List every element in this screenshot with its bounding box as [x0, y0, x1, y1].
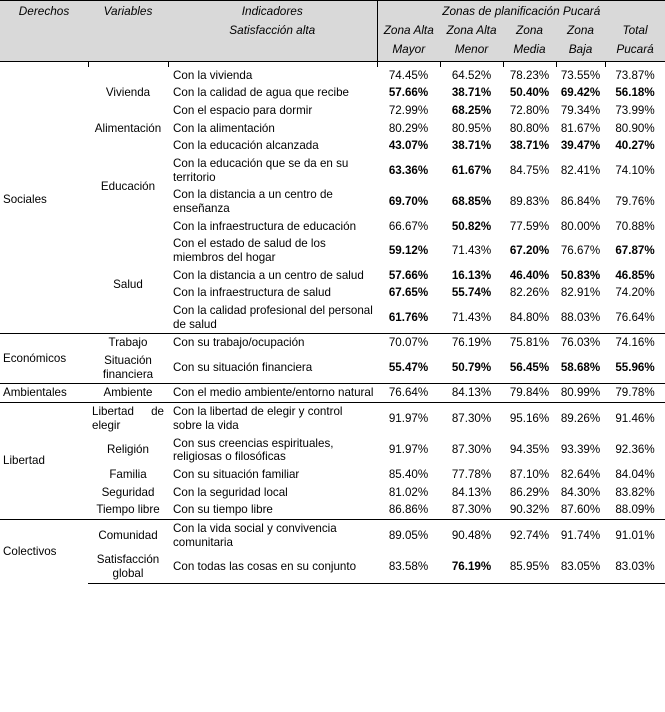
header-zona-baja-line2: Baja [556, 40, 605, 61]
cell-zona-alta-menor: 38.71% [440, 137, 503, 155]
cell-zona-alta-menor: 84.13% [440, 484, 503, 502]
cell-zona-alta-mayor: 57.66% [377, 84, 440, 102]
cell-zona-alta-mayor: 85.40% [377, 466, 440, 484]
cell-zona-alta-menor: 87.30% [440, 435, 503, 466]
cell-zona-alta-menor: 90.48% [440, 519, 503, 551]
cell-zona-media: 77.59% [503, 218, 556, 236]
cell-indicador: Con su situación financiera [168, 352, 377, 384]
cell-variable: Educación [88, 137, 168, 235]
cell-zona-alta-menor: 77.78% [440, 466, 503, 484]
header-indicadores-spacer [168, 40, 377, 61]
cell-zona-alta-menor: 76.19% [440, 334, 503, 352]
header-zona-alta-menor-line2: Menor [440, 40, 503, 61]
cell-indicador: Con la educación que se da en su territorio [168, 155, 377, 186]
cell-variable: Vivienda [88, 67, 168, 120]
table-row [0, 466, 665, 484]
cell-zona-alta-menor: 50.79% [440, 352, 503, 384]
cell-zona-alta-mayor: 69.70% [377, 186, 440, 217]
cell-indicador: Con el espacio para dormir [168, 102, 377, 120]
header-zona-media-line2: Media [503, 40, 556, 61]
cell-derecho: Ambientales [0, 384, 88, 403]
cell-derecho: Libertad [0, 403, 88, 520]
cell-zona-alta-mayor: 70.07% [377, 334, 440, 352]
cell-indicador: Con la vida social y convivencia comunitaria [168, 519, 377, 551]
cell-zona-media: 80.80% [503, 120, 556, 138]
cell-zona-media: 79.84% [503, 384, 556, 403]
cell-zona-baja: 80.99% [556, 384, 605, 403]
cell-zona-alta-mayor: 86.86% [377, 501, 440, 519]
cell-zona-media: 85.95% [503, 551, 556, 583]
cell-zona-baja: 39.47% [556, 137, 605, 155]
cell-zona-baja: 89.26% [556, 403, 605, 435]
cell-indicador: Con la distancia a un centro de enseñanza [168, 186, 377, 217]
cell-total-pucara: 76.64% [605, 302, 665, 334]
table-row [0, 137, 665, 155]
cell-zona-media: 87.10% [503, 466, 556, 484]
cell-total-pucara: 91.46% [605, 403, 665, 435]
cell-zona-alta-menor: 87.30% [440, 403, 503, 435]
table-body [0, 61, 665, 583]
cell-variable: Alimentación [88, 120, 168, 138]
cell-zona-media: 94.35% [503, 435, 556, 466]
cell-total-pucara: 74.10% [605, 155, 665, 186]
cell-zona-alta-menor: 87.30% [440, 501, 503, 519]
cell-zona-alta-mayor: 57.66% [377, 267, 440, 285]
cell-variable: Religión [88, 435, 168, 466]
cell-indicador: Con la libertad de elegir y control sobre la vida [168, 403, 377, 435]
cell-zona-baja: 83.05% [556, 551, 605, 583]
cell-zona-alta-mayor: 74.45% [377, 67, 440, 85]
cell-total-pucara: 92.36% [605, 435, 665, 466]
cell-indicador: Con la calidad de agua que recibe [168, 84, 377, 102]
cell-zona-alta-mayor: 83.58% [377, 551, 440, 583]
cell-zona-alta-menor: 68.85% [440, 186, 503, 217]
table-row [0, 235, 665, 266]
header-zonas-group: Zonas de planificación Pucará [377, 1, 665, 21]
table-row [0, 67, 665, 85]
cell-zona-alta-menor: 80.95% [440, 120, 503, 138]
cell-total-pucara: 74.20% [605, 284, 665, 302]
cell-zona-media: 67.20% [503, 235, 556, 266]
cell-total-pucara: 83.03% [605, 551, 665, 583]
cell-zona-alta-mayor: 43.07% [377, 137, 440, 155]
cell-indicador: Con la infraestructura de educación [168, 218, 377, 236]
cell-zona-alta-mayor: 81.02% [377, 484, 440, 502]
cell-zona-baja: 86.84% [556, 186, 605, 217]
table-row [0, 120, 665, 138]
table-row [0, 501, 665, 519]
cell-indicador: Con su trabajo/ocupación [168, 334, 377, 352]
cell-zona-alta-mayor: 76.64% [377, 384, 440, 403]
table-row [0, 484, 665, 502]
cell-zona-alta-mayor: 59.12% [377, 235, 440, 266]
cell-zona-alta-menor: 50.82% [440, 218, 503, 236]
cell-indicador: Con la infraestructura de salud [168, 284, 377, 302]
cell-zona-baja: 73.55% [556, 67, 605, 85]
cell-zona-alta-mayor: 89.05% [377, 519, 440, 551]
header-zona-alta-mayor-line2: Mayor [377, 40, 440, 61]
cell-zona-baja: 81.67% [556, 120, 605, 138]
cell-zona-alta-menor: 55.74% [440, 284, 503, 302]
cell-indicador: Con el estado de salud de los miembros del hogar [168, 235, 377, 266]
cell-total-pucara: 84.04% [605, 466, 665, 484]
cell-zona-baja: 91.74% [556, 519, 605, 551]
header-zona-media-line1: Zona [503, 21, 556, 40]
cell-zona-baja: 50.83% [556, 267, 605, 285]
cell-zona-alta-menor: 38.71% [440, 84, 503, 102]
cell-zona-alta-mayor: 67.65% [377, 284, 440, 302]
cell-derecho: Económicos [0, 334, 88, 384]
header-total-pucara-line1: Total [605, 21, 665, 40]
cell-zona-alta-menor: 64.52% [440, 67, 503, 85]
cell-total-pucara: 79.76% [605, 186, 665, 217]
cell-zona-baja: 82.91% [556, 284, 605, 302]
cell-zona-media: 75.81% [503, 334, 556, 352]
cell-total-pucara: 79.78% [605, 384, 665, 403]
cell-zona-alta-menor: 84.13% [440, 384, 503, 403]
cell-total-pucara: 55.96% [605, 352, 665, 384]
cell-zona-baja: 82.41% [556, 155, 605, 186]
cell-zona-media: 82.26% [503, 284, 556, 302]
cell-zona-alta-mayor: 91.97% [377, 403, 440, 435]
cell-zona-media: 95.16% [503, 403, 556, 435]
header-indicadores: Indicadores [168, 1, 377, 21]
cell-zona-baja: 69.42% [556, 84, 605, 102]
cell-zona-media: 38.71% [503, 137, 556, 155]
cell-zona-media: 84.75% [503, 155, 556, 186]
cell-zona-alta-menor: 16.13% [440, 267, 503, 285]
cell-zona-alta-mayor: 91.97% [377, 435, 440, 466]
cell-zona-alta-mayor: 63.36% [377, 155, 440, 186]
header-zona-alta-menor-line1: Zona Alta [440, 21, 503, 40]
cell-indicador: Con la alimentación [168, 120, 377, 138]
table-row [0, 551, 665, 583]
cell-zona-baja: 79.34% [556, 102, 605, 120]
cell-zona-media: 90.32% [503, 501, 556, 519]
cell-zona-alta-mayor: 80.29% [377, 120, 440, 138]
cell-total-pucara: 73.87% [605, 67, 665, 85]
cell-variable: Satisfacción global [88, 551, 168, 583]
cell-indicador: Con la seguridad local [168, 484, 377, 502]
cell-zona-media: 72.80% [503, 102, 556, 120]
header-total-pucara-line2: Pucará [605, 40, 665, 61]
cell-variable: Comunidad [88, 519, 168, 551]
cell-variable: Salud [88, 235, 168, 334]
cell-zona-media: 46.40% [503, 267, 556, 285]
cell-total-pucara: 88.09% [605, 501, 665, 519]
table-header [0, 1, 665, 62]
cell-zona-media: 78.23% [503, 67, 556, 85]
cell-indicador: Con su tiempo libre [168, 501, 377, 519]
table-row [0, 403, 665, 435]
cell-zona-alta-menor: 68.25% [440, 102, 503, 120]
cell-zona-alta-mayor: 55.47% [377, 352, 440, 384]
header-variables: Variables [88, 1, 168, 62]
cell-variable: Seguridad [88, 484, 168, 502]
header-row-primary [0, 1, 665, 21]
header-zona-baja-line1: Zona [556, 21, 605, 40]
cell-variable: Libertad de elegir [88, 403, 168, 435]
cell-variable: Tiempo libre [88, 501, 168, 519]
cell-total-pucara: 73.99% [605, 102, 665, 120]
header-zona-alta-mayor-line1: Zona Alta [377, 21, 440, 40]
cell-zona-baja: 93.39% [556, 435, 605, 466]
cell-zona-alta-mayor: 72.99% [377, 102, 440, 120]
cell-zona-alta-menor: 61.67% [440, 155, 503, 186]
cell-total-pucara: 74.16% [605, 334, 665, 352]
cell-derecho: Colectivos [0, 519, 88, 583]
cell-zona-alta-mayor: 66.67% [377, 218, 440, 236]
cell-zona-baja: 80.00% [556, 218, 605, 236]
cell-zona-alta-menor: 76.19% [440, 551, 503, 583]
cell-zona-alta-menor: 71.43% [440, 302, 503, 334]
cell-zona-baja: 76.67% [556, 235, 605, 266]
cell-indicador: Con la distancia a un centro de salud [168, 267, 377, 285]
cell-zona-alta-menor: 71.43% [440, 235, 503, 266]
cell-variable: Ambiente [88, 384, 168, 403]
cell-zona-media: 92.74% [503, 519, 556, 551]
cell-total-pucara: 40.27% [605, 137, 665, 155]
cell-variable: Trabajo [88, 334, 168, 352]
header-satisfaccion-alta: Satisfacción alta [168, 21, 377, 40]
cell-total-pucara: 83.82% [605, 484, 665, 502]
cell-zona-media: 89.83% [503, 186, 556, 217]
table-row [0, 384, 665, 403]
cell-indicador: Con sus creencias espirituales, religiosas o filosóficas [168, 435, 377, 466]
cell-total-pucara: 67.87% [605, 235, 665, 266]
cell-zona-baja: 87.60% [556, 501, 605, 519]
table-row [0, 435, 665, 466]
cell-zona-baja: 88.03% [556, 302, 605, 334]
table-row [0, 352, 665, 384]
cell-indicador: Con todas las cosas en su conjunto [168, 551, 377, 583]
cell-variable: Familia [88, 466, 168, 484]
cell-zona-alta-mayor: 61.76% [377, 302, 440, 334]
cell-zona-media: 84.80% [503, 302, 556, 334]
cell-indicador: Con la educación alcanzada [168, 137, 377, 155]
cell-zona-baja: 76.03% [556, 334, 605, 352]
cell-zona-media: 86.29% [503, 484, 556, 502]
cell-indicador: Con la vivienda [168, 67, 377, 85]
table-row [0, 334, 665, 352]
cell-derecho: Sociales [0, 67, 88, 334]
cell-total-pucara: 80.90% [605, 120, 665, 138]
cell-zona-baja: 58.68% [556, 352, 605, 384]
cell-zona-media: 56.45% [503, 352, 556, 384]
cell-zona-baja: 82.64% [556, 466, 605, 484]
cell-variable: Situación financiera [88, 352, 168, 384]
cell-total-pucara: 70.88% [605, 218, 665, 236]
cell-indicador: Con la calidad profesional del personal de salud [168, 302, 377, 334]
cell-zona-baja: 84.30% [556, 484, 605, 502]
cell-zona-media: 50.40% [503, 84, 556, 102]
cell-total-pucara: 91.01% [605, 519, 665, 551]
cell-indicador: Con su situación familiar [168, 466, 377, 484]
cell-total-pucara: 46.85% [605, 267, 665, 285]
header-derechos: Derechos [0, 1, 88, 62]
table-row [0, 519, 665, 551]
cell-total-pucara: 56.18% [605, 84, 665, 102]
cell-indicador: Con el medio ambiente/entorno natural [168, 384, 377, 403]
